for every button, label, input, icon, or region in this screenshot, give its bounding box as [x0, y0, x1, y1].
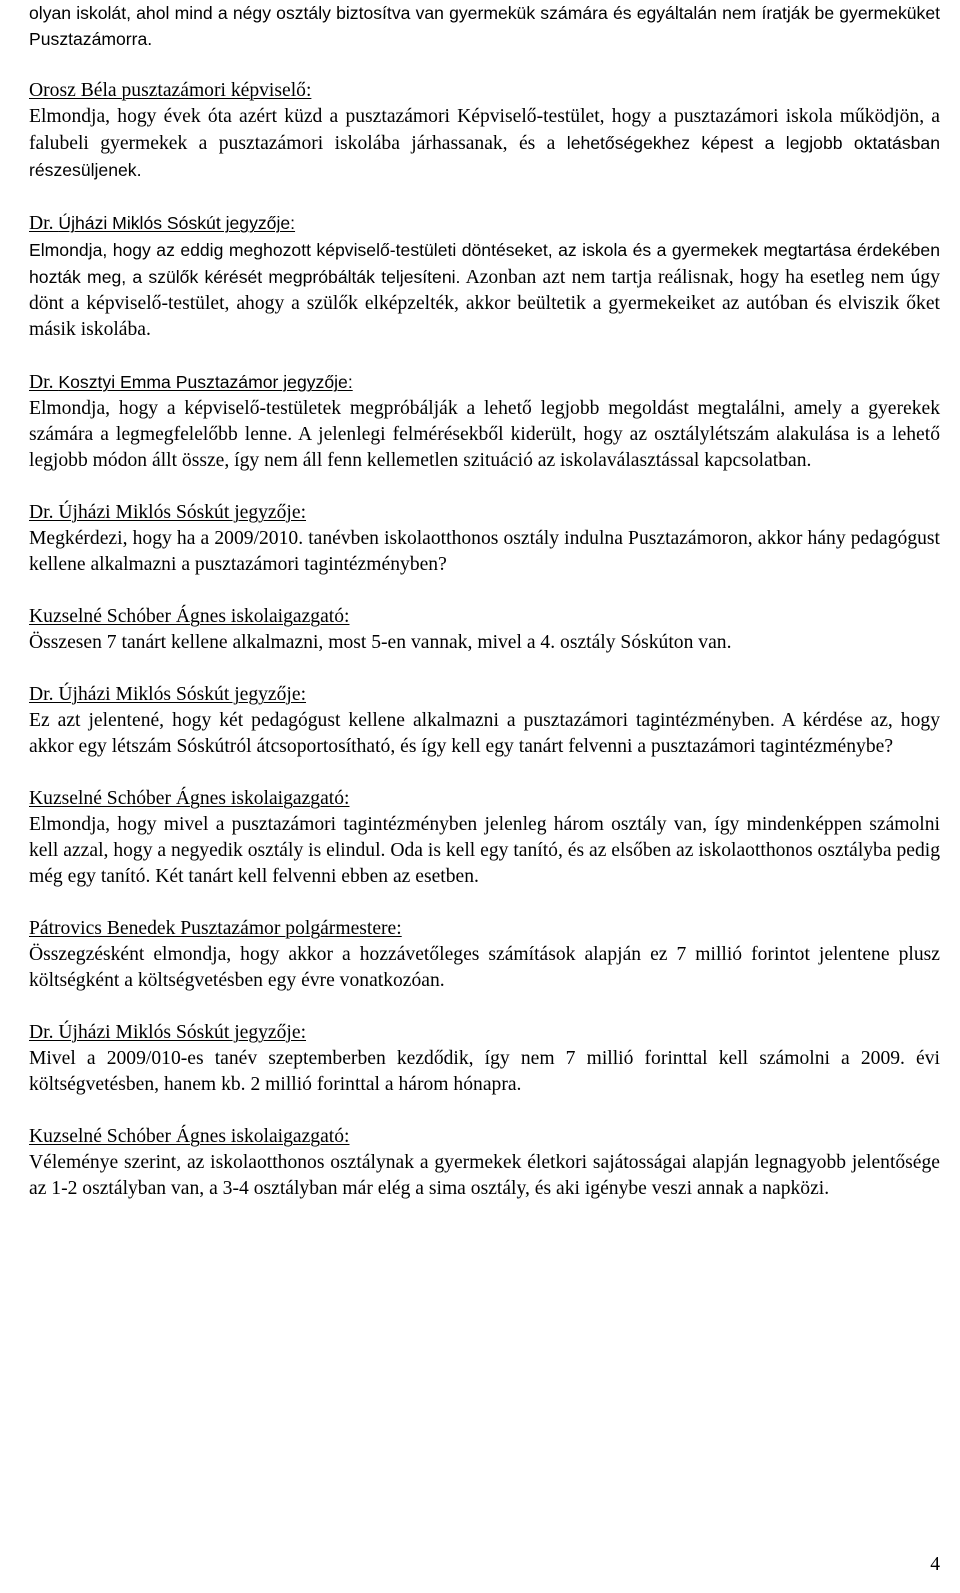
speaker-heading: Pátrovics Benedek Pusztazámor polgármestere:: [29, 918, 402, 939]
speech-text: Elmondja, hogy mivel a pusztazámori tagintézményben jelenleg három osztály van, így mindenképpen számolni kell azzal, hogy a negyedik osztály is elindul. Oda is kell egy tanító, és az elsőben az iskolaotthonos osztályba pedig még egy tanító. Két tanárt kell felvenni ebben az esetben.: [29, 814, 940, 887]
speech-text: Megkérdezi, hogy ha a 2009/2010. tanévben iskolaotthonos osztály indulna Pusztazámoron, akkor hány pedagógust kellene alkalmazni a pusztazámori tagintézményben?: [29, 528, 940, 575]
speaker-heading: Dr. Újházi Miklós Sóskút jegyzője:: [29, 502, 307, 523]
intro-paragraph: olyan iskolát, ahol mind a négy osztály biztosítva van gyermekük számára és egyáltalán nem íratják be gyermeküket Pusztazámorra.: [29, 3, 940, 49]
speaker-heading: [29, 369, 940, 396]
speaker-heading: Dr. Újházi Miklós Sóskút jegyzője:: [29, 1022, 307, 1043]
speaker-heading: Kuzselné Schóber Ágnes iskolaigazgató:: [29, 788, 350, 809]
speaker-heading: Kuzselné Schóber Ágnes iskolaigazgató:: [29, 606, 350, 627]
speech-text: Véleménye szerint, az iskolaotthonos osztálynak a gyermekek életkori sajátosságai alapján legnagyobb jelentősége az 1-2 osztályban van, a 3-4 osztályban már elég a sima osztály, és aki igénybe veszi annak a napközi.: [29, 1152, 940, 1199]
speaker-heading: Orosz Béla pusztazámori képviselő:: [29, 80, 312, 101]
entry-ujhazi-4: [29, 1020, 940, 1098]
entry-kuzselne-3: [29, 1124, 940, 1202]
entry-ujhazi-3: [29, 682, 940, 760]
speech-text-part: Elmondja, hogy az eddig meghozott képviselő-testületi döntéseket, az iskola és a gyermekek megtartása érdekében hozták meg, a szülők kérését megpróbálták teljesíteni.: [29, 240, 940, 287]
speech-text: [29, 104, 940, 184]
speech-text: [29, 237, 940, 343]
speaker-prefix: Dr.: [29, 372, 54, 393]
speech-text-part: Elmondja, hogy évek óta azért küzd a pusztazámori Képviselő-testület, hogy a pusztazámori iskola működjön, a falubeli gyermekek a pusztazámori iskolába járhassanak, és a: [29, 106, 940, 154]
speaker-heading: Kuzselné Schóber Ágnes iskolaigazgató:: [29, 1126, 350, 1147]
speech-text: Összesen 7 tanárt kellene alkalmazni, most 5-en vannak, mivel a 4. osztály Sóskúton van.: [29, 632, 732, 653]
speaker-name: Újházi Miklós Sóskút jegyzője:: [58, 213, 296, 233]
page-number: 4: [930, 1554, 940, 1575]
speech-text: Ez azt jelentené, hogy két pedagógust kellene alkalmazni a pusztazámori tagintézményben. A kérdése az, hogy akkor egy létszám Sóskútról átcsoportosítható, és így kell egy tanárt felvenni a pusztazámori tagintézménybe?: [29, 710, 940, 757]
entry-kuzselne-1: [29, 604, 940, 656]
entry-kosztyi: [29, 369, 940, 474]
speaker-heading: [29, 210, 940, 237]
entry-patrovics: [29, 916, 940, 994]
speech-text-part: Azonban azt nem tartja reálisnak, hogy ha esetleg nem úgy dönt a képviselő-testület, ahogy a szülők elképzelték, akkor beültetik a gyermekeiket az autóban és elviszik őket másik iskolába.: [29, 267, 940, 340]
speaker-prefix: Dr.: [29, 213, 54, 234]
speech-text: Mivel a 2009/010-es tanév szeptemberben kezdődik, így nem 7 millió forinttal kell számolni a 2009. évi költségvetésben, hanem kb. 2 millió forinttal a három hónapra.: [29, 1048, 940, 1095]
entry-ujhazi-1: [29, 210, 940, 343]
speaker-heading: Dr. Újházi Miklós Sóskút jegyzője:: [29, 684, 307, 705]
speaker-name: Kosztyi Emma Pusztazámor jegyzője:: [58, 372, 353, 392]
entry-orosz: [29, 78, 940, 184]
speech-text: Összegzésként elmondja, hogy akkor a hozzávetőleges számítások alapján ez 7 millió forintot jelentene plusz költségként a költségvetésben egy évre vonatkozóan.: [29, 944, 940, 991]
speech-text-part: lehetőségekhez képest a legjobb oktatásban részesüljenek.: [29, 133, 940, 180]
entry-ujhazi-2: [29, 500, 940, 578]
entry-kuzselne-2: [29, 786, 940, 890]
speech-text: Elmondja, hogy a képviselő-testületek megpróbálják a lehető legjobb megoldást megtalálni, amely a gyerekek számára a legmegfelelőbb lenne. A jelenlegi felmérésekből kiderült, hogy az osztálylétszám alakulása is a lehető legjobb módon állt össze, így nem áll fenn kellemetlen szituáció az iskolaválasztással kapcsolatban.: [29, 398, 940, 471]
